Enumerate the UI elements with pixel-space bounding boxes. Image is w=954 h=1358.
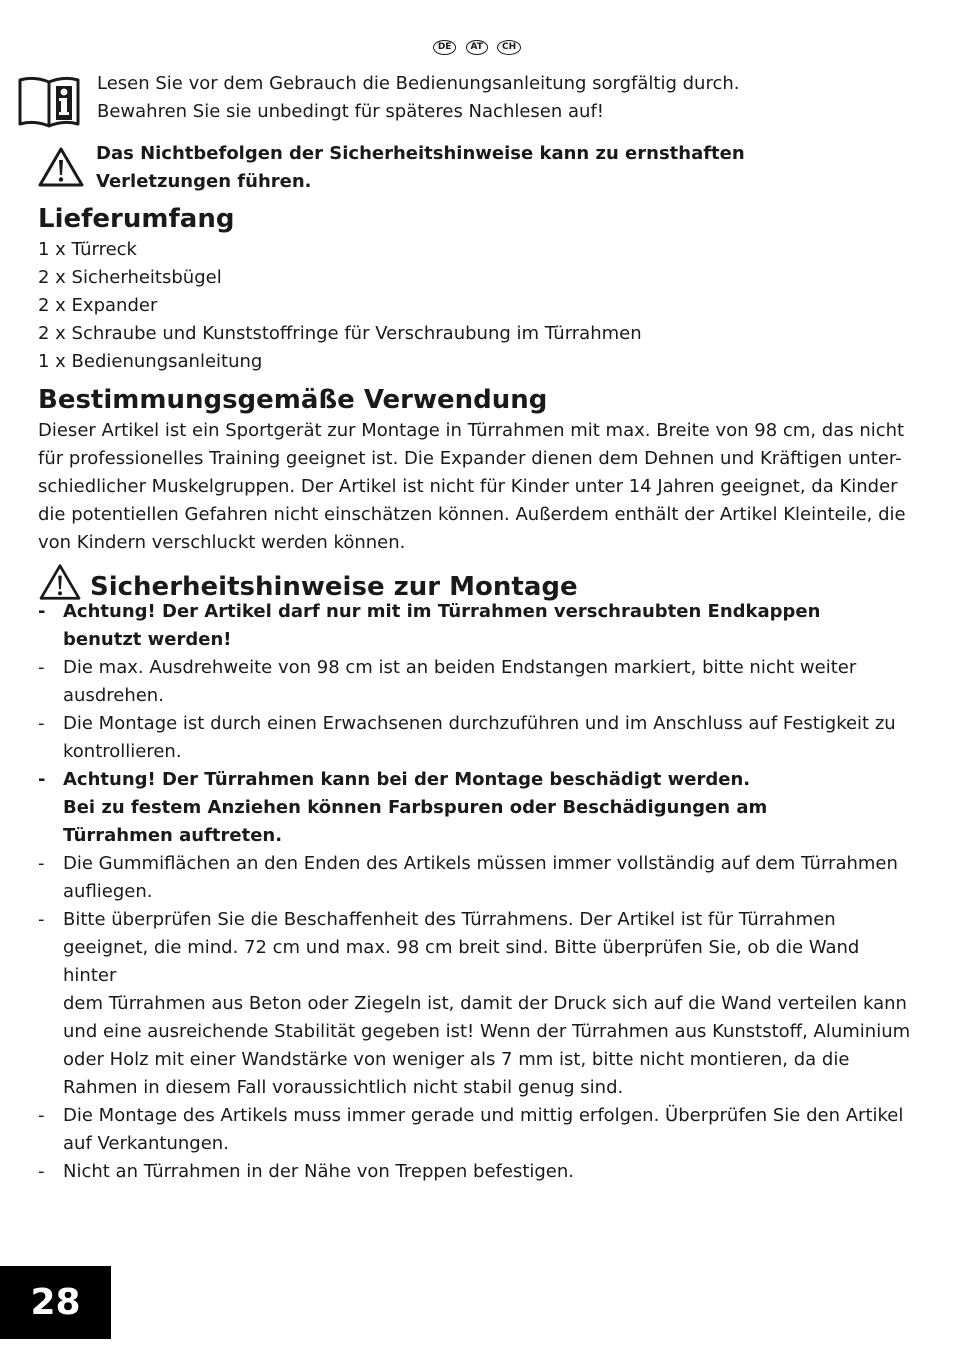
list-dash: - — [38, 601, 46, 622]
list-dash: - — [38, 853, 45, 874]
intro-line: Lesen Sie vor dem Gebrauch die Bedienungsanleitung sorgfältig durch. — [97, 73, 740, 94]
safety-line: benutzt werden! — [63, 629, 232, 650]
manual-info-icon — [18, 74, 80, 128]
section-title-verwendung: Bestimmungsgemäße Verwendung — [38, 385, 548, 415]
country-badge-ch: CH — [497, 40, 521, 55]
intro-text — [97, 70, 897, 126]
warning-triangle-icon — [38, 146, 84, 188]
safety-line: Achtung! Der Türrahmen kann bei der Montage beschädigt werden. — [63, 769, 751, 790]
safety-line: und eine ausreichende Stabilität gegeben ist! Wenn der Türrahmen aus Kunststoff, Aluminium — [63, 1021, 911, 1042]
safety-item — [38, 598, 918, 654]
warning-text — [96, 140, 896, 196]
safety-item — [38, 766, 918, 850]
list-dash: - — [38, 1161, 45, 1182]
warning-line: Das Nichtbefolgen der Sicherheitshinweise kann zu ernsthaften — [96, 143, 745, 164]
safety-item — [38, 906, 918, 1102]
list-dash: - — [38, 657, 45, 678]
safety-line: Die Montage ist durch einen Erwachsenen durchzuführen und im Anschluss auf Festigkeit zu — [63, 713, 896, 734]
list-item: 1 x Türreck — [38, 239, 137, 260]
safety-line: kontrollieren. — [63, 741, 182, 762]
paragraph-line: von Kindern verschluckt werden können. — [38, 532, 406, 553]
safety-line: Die max. Ausdrehweite von 98 cm ist an beiden Endstangen markiert, bitte nicht weiter — [63, 657, 857, 678]
list-dash: - — [38, 1105, 45, 1126]
warning-triangle-icon — [38, 563, 82, 601]
paragraph-line: für professionelles Training geeignet ist. Die Expander dienen dem Dehnen und Kräftigen unter- — [38, 448, 902, 469]
safety-line: Achtung! Der Artikel darf nur mit im Türrahmen verschraubten Endkappen — [63, 601, 821, 622]
safety-item — [38, 1102, 918, 1158]
verwendung-paragraph — [38, 417, 918, 557]
list-item: 1 x Bedienungsanleitung — [38, 351, 263, 372]
lieferumfang-list — [38, 236, 918, 376]
safety-line: geeignet, die mind. 72 cm und max. 98 cm breit sind. Bitte überprüfen Sie, ob die Wand hinter — [63, 937, 860, 986]
paragraph-line: Dieser Artikel ist ein Sportgerät zur Montage in Türrahmen mit max. Breite von 98 cm, das nicht — [38, 420, 905, 441]
list-dash: - — [38, 909, 45, 930]
paragraph-line: die potentiellen Gefahren nicht einschätzen können. Außerdem enthält der Artikel Kleinteile, die — [38, 504, 906, 525]
country-badges — [0, 37, 954, 56]
safety-line: Rahmen in diesem Fall voraussichtlich nicht stabil genug sind. — [63, 1077, 624, 1098]
safety-item — [38, 850, 918, 906]
safety-line: Türrahmen auftreten. — [63, 825, 283, 846]
safety-line: aufliegen. — [63, 881, 153, 902]
section-title-lieferumfang: Lieferumfang — [38, 204, 235, 234]
section-title-montage — [38, 563, 578, 603]
list-item: 2 x Expander — [38, 295, 158, 316]
intro-line: Bewahren Sie sie unbedingt für späteres Nachlesen auf! — [97, 101, 605, 122]
warning-line: Verletzungen führen. — [96, 171, 312, 192]
safety-line: oder Holz mit einer Wandstärke von weniger als 7 mm ist, bitte nicht montieren, da die — [63, 1049, 850, 1070]
list-item: 2 x Sicherheitsbügel — [38, 267, 222, 288]
safety-line: dem Türrahmen aus Beton oder Ziegeln ist, damit der Druck sich auf die Wand verteilen kann — [63, 993, 907, 1014]
safety-item — [38, 1158, 918, 1186]
list-item: 2 x Schraube und Kunststoffringe für Verschraubung im Türrahmen — [38, 323, 642, 344]
safety-line: Nicht an Türrahmen in der Nähe von Treppen befestigen. — [63, 1161, 575, 1182]
list-dash: - — [38, 713, 45, 734]
safety-line: auf Verkantungen. — [63, 1133, 229, 1154]
country-badge-de: DE — [433, 40, 457, 55]
safety-line: Bitte überprüfen Sie die Beschaffenheit des Türrahmens. Der Artikel ist für Türrahmen — [63, 909, 836, 930]
country-badge-at: AT — [466, 40, 488, 55]
safety-item — [38, 710, 918, 766]
safety-item — [38, 654, 918, 710]
safety-line: Bei zu festem Anziehen können Farbspuren oder Beschädigungen am — [63, 797, 768, 818]
montage-safety-list — [38, 598, 918, 1186]
safety-line: ausdrehen. — [63, 685, 164, 706]
page-number: 28 — [0, 1266, 111, 1339]
safety-line: Die Gummiflächen an den Enden des Artikels müssen immer vollständig auf dem Türrahmen — [63, 853, 898, 874]
section-title-text: Sicherheitshinweise zur Montage — [90, 572, 578, 602]
safety-line: Die Montage des Artikels muss immer gerade und mittig erfolgen. Überprüfen Sie den Artikel — [63, 1105, 904, 1126]
list-dash: - — [38, 769, 46, 790]
paragraph-line: schiedlicher Muskelgruppen. Der Artikel ist nicht für Kinder unter 14 Jahren geeignet, da Kinder — [38, 476, 898, 497]
